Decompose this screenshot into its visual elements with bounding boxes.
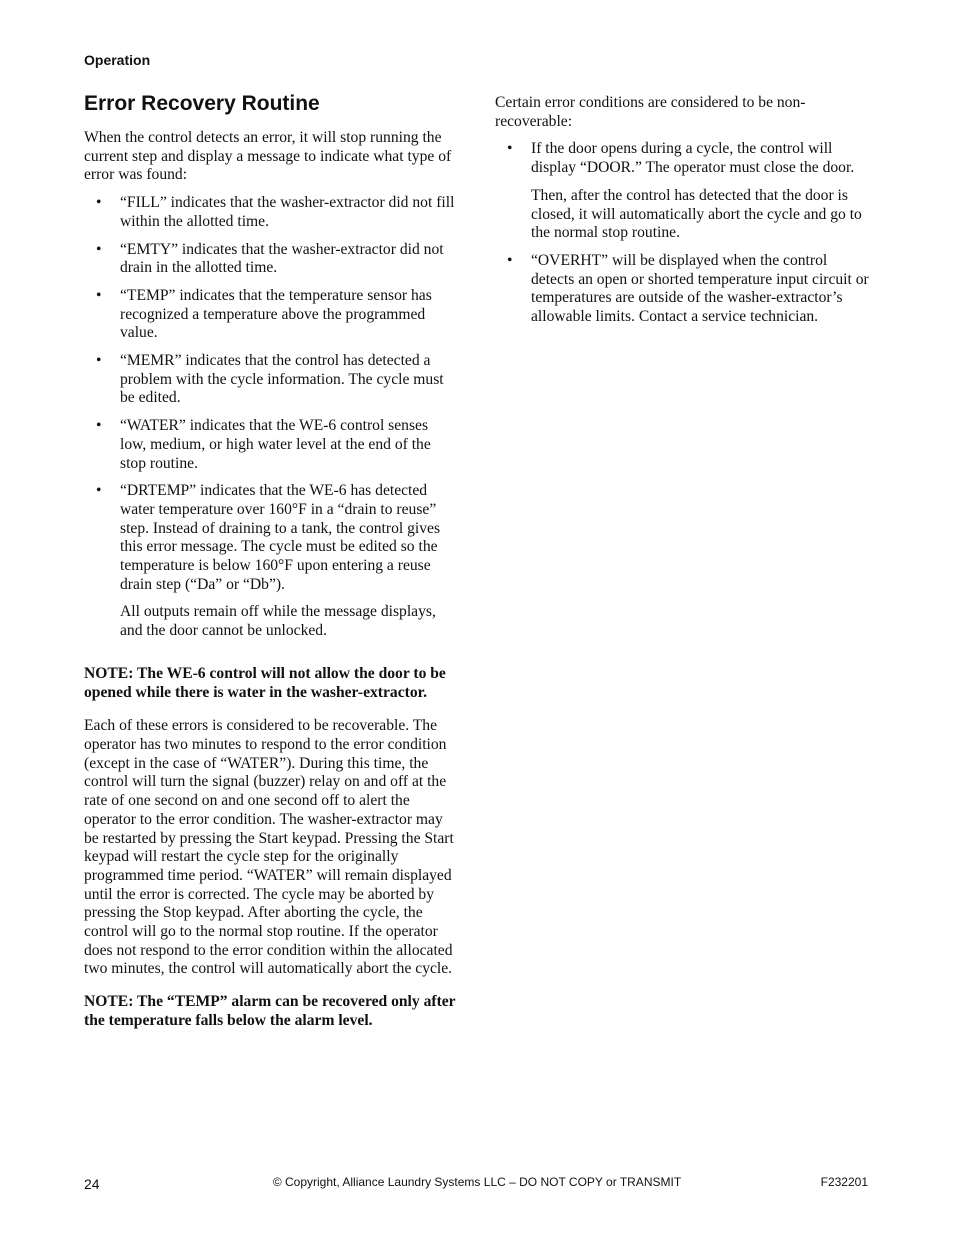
list-item: • “TEMP” indicates that the temperature sensor has recognized a temperature above the programmed value. <box>96 286 432 342</box>
list-item: • “OVERHT” will be displayed when the control detects an open or shorted temperature input circuit or temperatures are outside of the washer-extractor’s allowable limits. Contact a service technician. <box>507 251 869 326</box>
list-item: • If the door opens during a cycle, the control will display “DOOR.” The operator must close the door. Then, after the control has detected that the door is closed, it will automatically abort the cycle and go to the normal stop routine. <box>495 140 870 243</box>
copyright-notice: © Copyright, Alliance Laundry Systems LLC – DO NOT COPY or TRANSMIT <box>272 1175 682 1189</box>
list-item: • “MEMR” indicates that the control has detected a problem with the cycle information. The cycle must be edited. <box>96 352 444 407</box>
bullet-icon: • <box>507 251 513 269</box>
bullet-icon: • <box>96 352 102 370</box>
nonrecoverable-intro: Certain error conditions are considered to be non-recoverable: <box>495 94 806 130</box>
page-number: 24 <box>84 1176 100 1192</box>
bullet-followup: Then, after the control has detected that the door is closed, it will automatically abort the cycle and go to the normal stop routine. <box>531 186 862 242</box>
page-title: Error Recovery Routine <box>84 92 320 115</box>
list-item: • “WATER” indicates that the WE-6 control senses low, medium, or high water level at the end of the stop routine. <box>96 417 431 472</box>
bullet-icon: • <box>96 240 102 258</box>
bullet-followup: All outputs remain off while the message displays, and the door cannot be unlocked. <box>120 603 436 640</box>
bullet-icon: • <box>96 194 102 212</box>
bullet-icon: • <box>96 286 102 304</box>
intro-paragraph: When the control detects an error, it will stop running the current step and display a message to indicate what type of error was found: <box>84 129 452 184</box>
bullet-icon: • <box>96 417 102 435</box>
bullet-icon: • <box>96 482 102 500</box>
list-item: • “EMTY” indicates that the washer-extractor did not drain in the allotted time. <box>96 240 444 277</box>
list-item: • “DRTEMP” indicates that the WE-6 has detected water temperature over 160°F in a “drain to reuse” step. Instead of draining to a tank, the control gives this error message. The cycle must be edited so the temperature is below 160°F upon entering a reuse drain step (“Da” or “Db”). All outputs remain off while the message displays, and the door cannot be unlocked. <box>84 482 458 641</box>
recoverable-paragraph: Each of these errors is considered to be recoverable. The operator has two minutes to respond to the error condition (except in the case of “WATER”). During this time, the control will turn the signal (buzzer) relay on and off at the rate of one second on and one second off to alert the operator to the error condition. The washer-extractor may be restarted by pressing the Start keypad. Pressing the Start keypad will restart the cycle step for the originally programmed time period. “WATER” will remain displayed until the error is corrected. The cycle may be aborted by pressing the Stop keypad. After aborting the cycle, the control will go to the normal stop routine. If the operator does not respond to the error condition within the allocated two minutes, the control will automatically abort the cycle. <box>84 717 454 978</box>
error-list <box>84 194 458 641</box>
note-door: NOTE: The WE-6 control will not allow the door to be opened while there is water in the washer-extractor. <box>84 664 446 701</box>
nonrecoverable-list <box>495 140 870 326</box>
document-number: F232201 <box>820 1175 868 1189</box>
left-column <box>84 90 458 1031</box>
right-column <box>495 94 870 336</box>
list-item: • “FILL” indicates that the washer-extractor did not fill within the allotted time. <box>96 194 455 230</box>
section-header: Operation <box>84 52 151 68</box>
bullet-icon: • <box>507 140 513 158</box>
note-temp: NOTE: The “TEMP” alarm can be recovered only after the temperature falls below the alarm level. <box>84 993 456 1029</box>
